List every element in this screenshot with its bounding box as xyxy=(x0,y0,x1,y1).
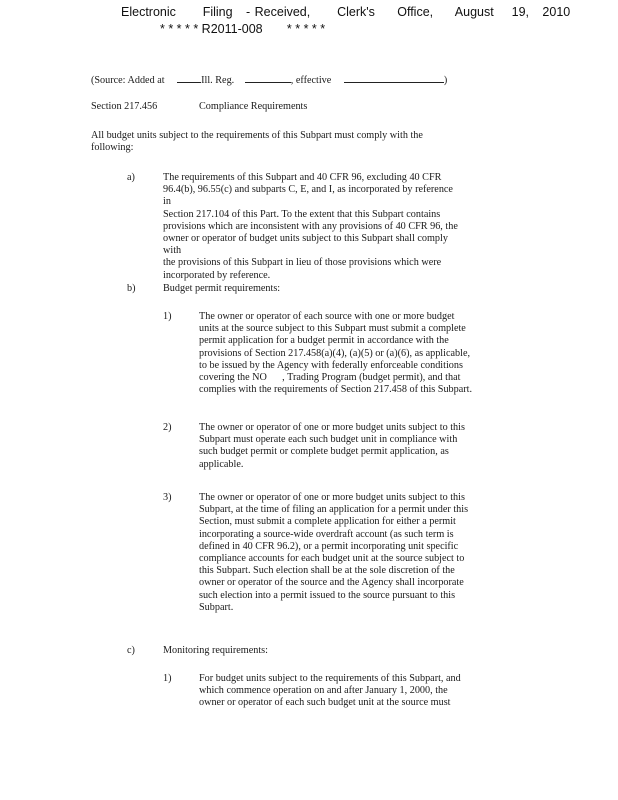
text-line: incorporated by reference. xyxy=(163,269,271,281)
item-b-heading: Budget permit requirements: xyxy=(163,283,281,294)
text-line: owner or operator of each such budget unit at the source must xyxy=(199,697,451,709)
text-line: the provisions of this Subpart in lieu of those provisions which were xyxy=(163,257,442,269)
volume-blank xyxy=(177,73,201,83)
text-line: The owner or operator of each source with one or more budget xyxy=(199,311,455,322)
item-b3-text xyxy=(199,492,479,614)
text-line: complies with the requirements of Section 217.458 of this Subpart. xyxy=(199,384,473,396)
text-line: Subpart, at the time of filing an application for a permit under this xyxy=(199,504,469,516)
source-effective: , effective xyxy=(290,75,332,86)
source-note xyxy=(91,73,447,87)
text-line: provisions of Section 217.458(a)(4), (a)(5) or (a)(6), as applicable, xyxy=(199,347,471,359)
text-line: For budget units subject to the requirements of this Subpart, and xyxy=(199,673,461,684)
text-line: which commence operation on and after January 1, 2000, the xyxy=(199,685,448,697)
text-line: incorporating a source-wide overdraft account (as such term is xyxy=(199,528,454,540)
intro-paragraph xyxy=(91,130,491,154)
item-b3-label: 3) xyxy=(163,492,172,503)
item-c-heading: Monitoring requirements: xyxy=(163,645,268,656)
item-c-label: c) xyxy=(127,645,135,656)
text-line: owner or operator of the source and the Agency shall incorporate xyxy=(199,577,464,589)
text-line: units at the source subject to this Subpart must submit a complete xyxy=(199,323,466,335)
text-line: applicable. xyxy=(199,458,244,470)
text-line: such election into a permit issued to the source pursuant to this xyxy=(199,589,456,601)
item-b2-text xyxy=(199,422,479,471)
text-line: Section, must submit a complete application for either a permit xyxy=(199,516,456,528)
item-a-label: a) xyxy=(127,172,135,183)
section-number: Section 217.456 xyxy=(91,101,158,112)
text-line: permit application for a budget permit in accordance with the xyxy=(199,335,449,347)
text-line: defined in 40 CFR 96.2), or a permit incorporating unit specific xyxy=(199,540,459,552)
item-b2-label: 2) xyxy=(163,422,172,433)
section-title: Compliance Requirements xyxy=(199,101,308,112)
item-a-text xyxy=(163,172,463,282)
text-line: to be issued by the Agency with federally enforceable conditions xyxy=(199,359,463,371)
text-line: The owner or operator of one or more budget units subject to this xyxy=(199,492,465,503)
text-line: Subpart must operate each such budget unit in compliance with xyxy=(199,434,458,446)
source-open: (Source: Added at xyxy=(91,75,165,86)
page-blank xyxy=(245,73,291,83)
text-line: Section 217.104 of this Part. To the extent that this Subpart contains xyxy=(163,208,441,220)
docket-number: * * * * * R2011-008 * * * * * xyxy=(160,22,326,36)
text-line: covering the NO , Trading Program (budget permit), and that xyxy=(199,372,461,384)
text-line: 96.4(b), 96.55(c) and subparts C, E, and I, as incorporated by reference in xyxy=(163,184,453,208)
text-line: The requirements of this Subpart and 40 CFR 96, excluding 40 CFR xyxy=(163,172,442,183)
intro-line: All budget units subject to the requirements of this Subpart must comply with the xyxy=(91,130,423,141)
text-line: compliance accounts for each budget unit at the source subject to xyxy=(199,553,465,565)
text-line: The owner or operator of one or more budget units subject to this xyxy=(199,422,465,433)
filing-header: Electronic Filing - Received, Clerk's Office, August 19, 2010 xyxy=(121,5,571,19)
item-b1-label: 1) xyxy=(163,311,172,322)
item-c1-label: 1) xyxy=(163,673,172,684)
text-line: owner or operator of budget units subject to this Subpart shall comply with xyxy=(163,233,448,257)
text-line: provisions which are inconsistent with any provisions of 40 CFR 96, the xyxy=(163,220,458,232)
item-c1-text xyxy=(199,673,479,710)
source-reg: Ill. Reg. xyxy=(201,75,235,86)
intro-line: following: xyxy=(91,142,134,154)
text-line: Subpart. xyxy=(199,601,234,613)
source-close: ) xyxy=(443,75,448,86)
item-b1-text xyxy=(199,311,479,396)
text-line: such budget permit or complete budget permit application, as xyxy=(199,446,449,458)
text-line: this Subpart. Such election shall be at the sole discretion of the xyxy=(199,565,455,577)
date-blank xyxy=(344,73,444,83)
item-b-label: b) xyxy=(127,283,136,294)
